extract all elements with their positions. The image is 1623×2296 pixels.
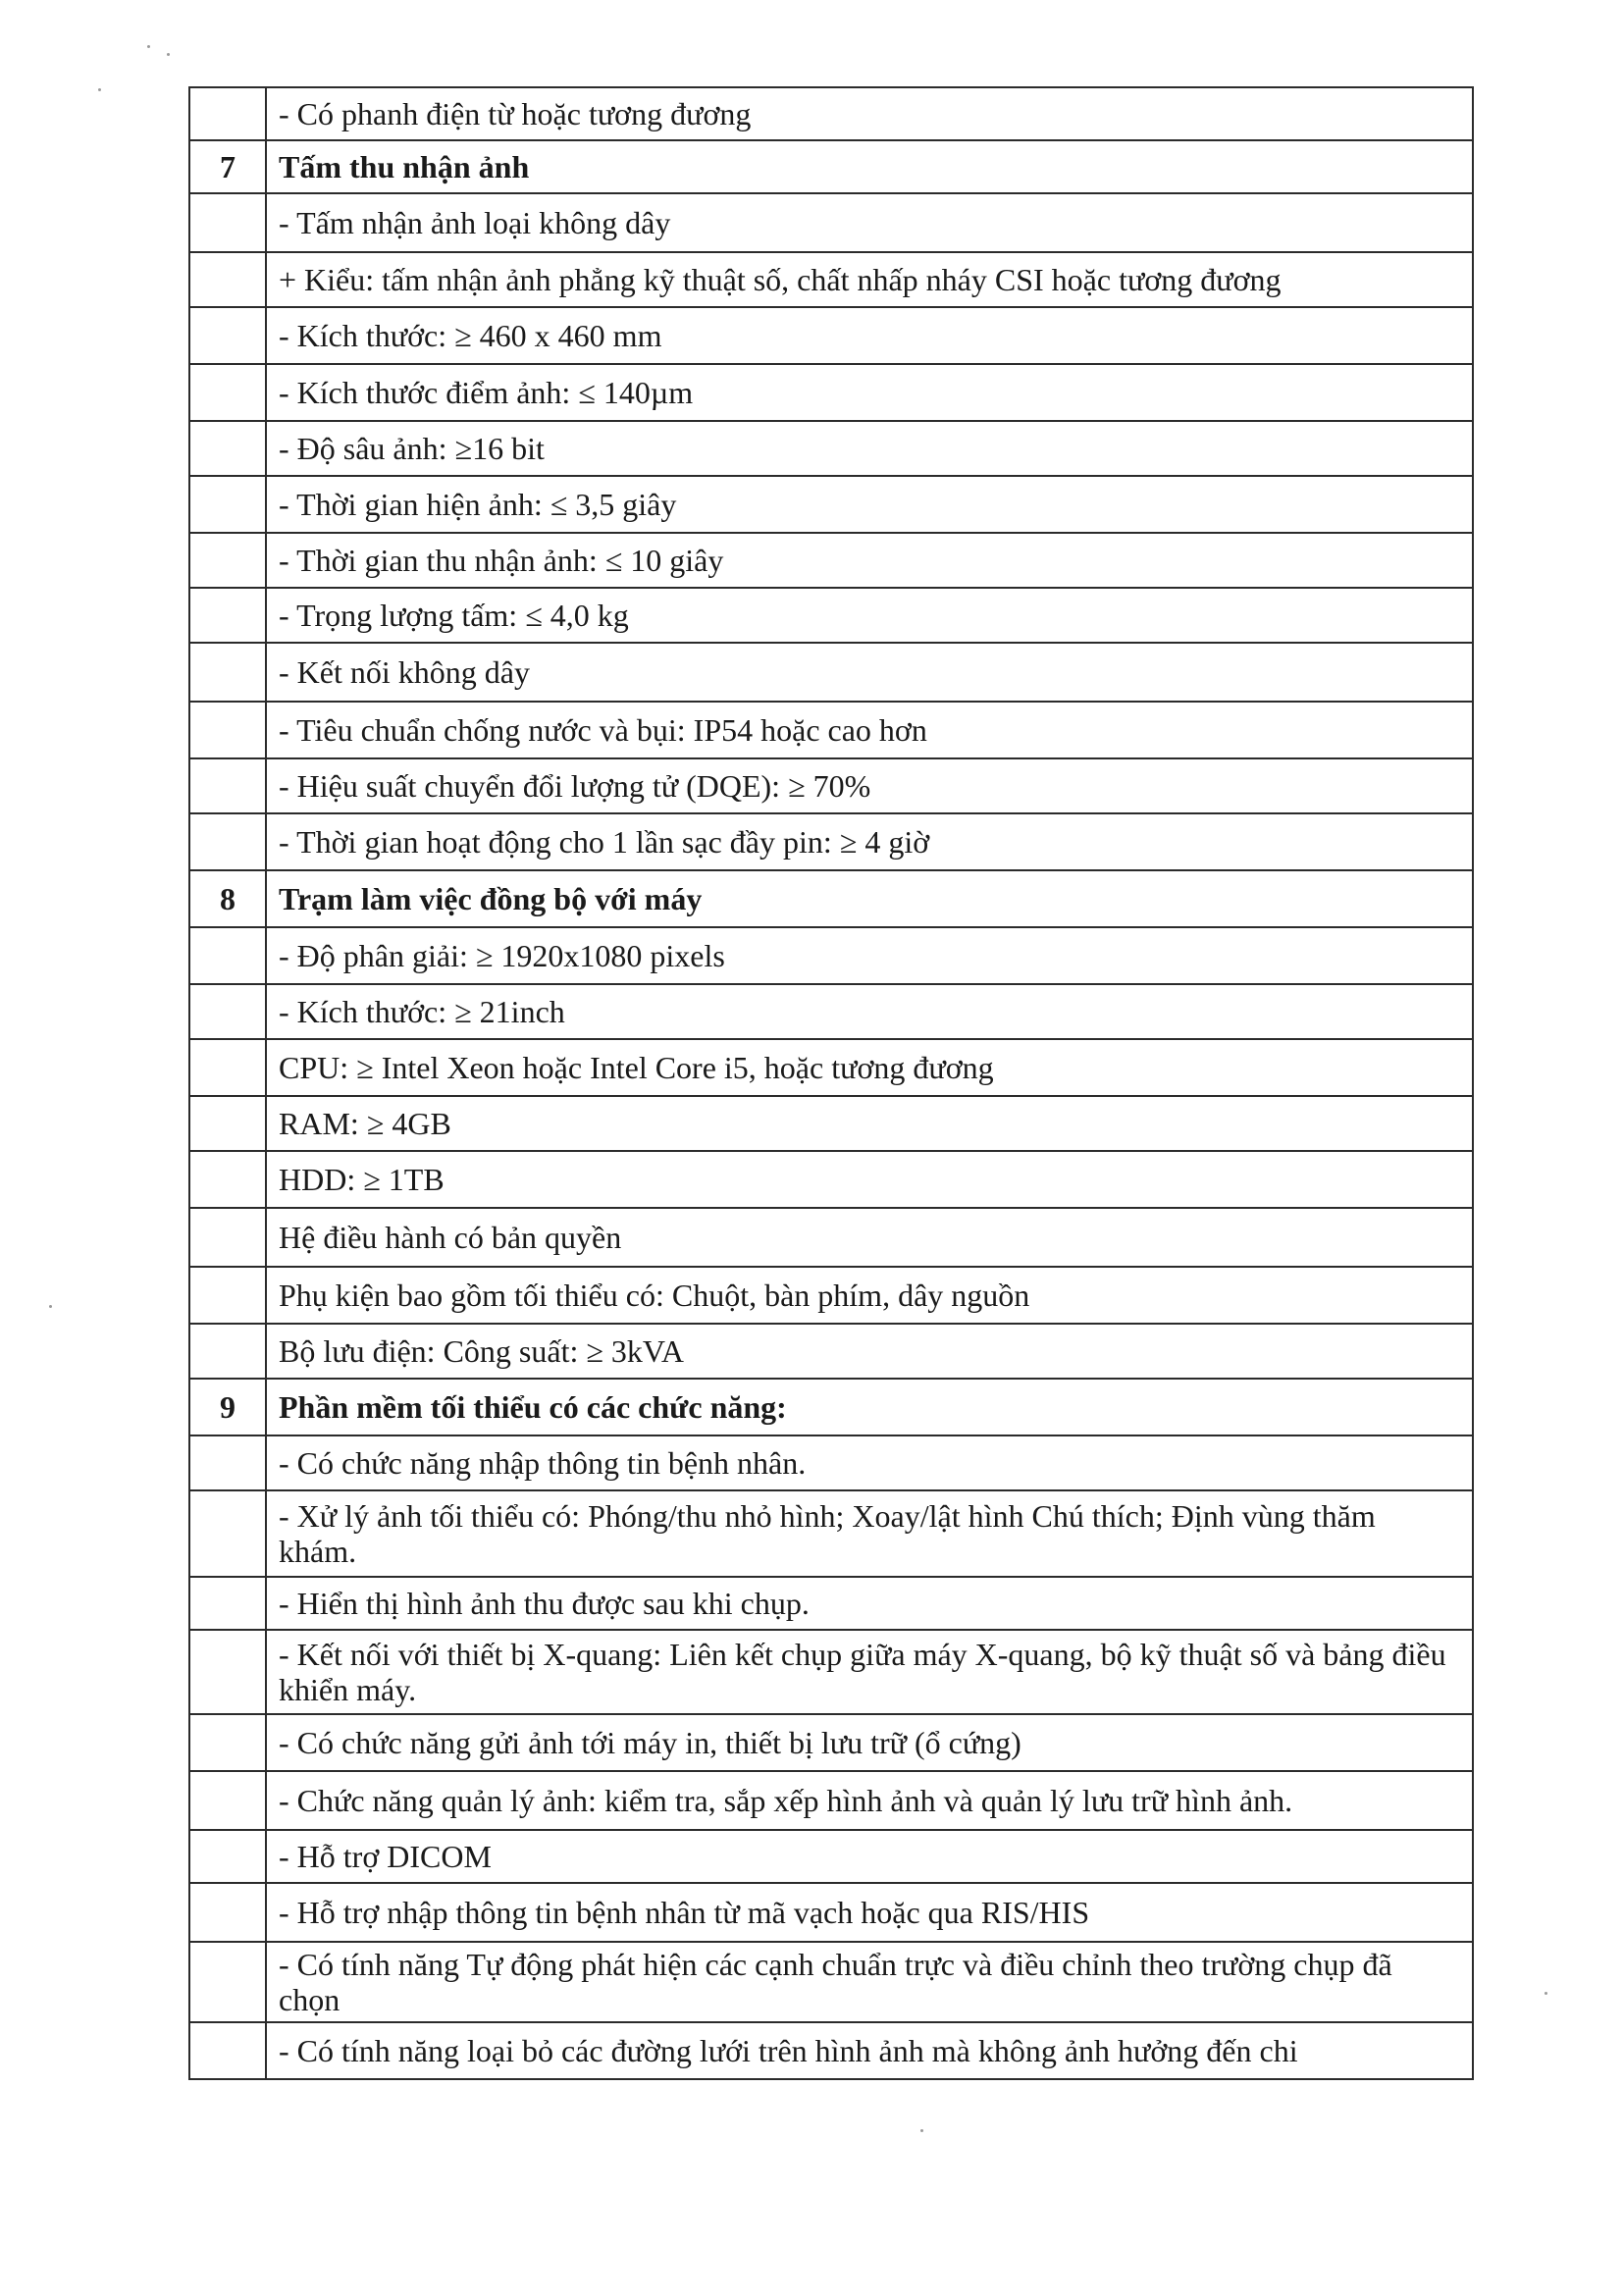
spec-item: HDD: ≥ 1TB [266, 1151, 1473, 1208]
table-row [189, 364, 1473, 421]
row-number [189, 1324, 266, 1379]
spec-item: - Có chức năng gửi ảnh tới máy in, thiết bị lưu trữ (ổ cứng) [266, 1714, 1473, 1771]
row-number [189, 1830, 266, 1883]
row-number [189, 1208, 266, 1267]
table-row [189, 533, 1473, 588]
scan-speck [1544, 1992, 1547, 1995]
row-number [189, 758, 266, 813]
table-row [189, 307, 1473, 364]
table-row [189, 1883, 1473, 1942]
spec-item: - Có chức năng nhập thông tin bệnh nhân. [266, 1435, 1473, 1490]
table-row [189, 252, 1473, 307]
row-number [189, 252, 266, 307]
spec-item: - Kích thước điểm ảnh: ≤ 140µm [266, 364, 1473, 421]
table-row [189, 476, 1473, 533]
spec-item: RAM: ≥ 4GB [266, 1096, 1473, 1151]
table-row [189, 87, 1473, 140]
spec-item: - Thời gian thu nhận ảnh: ≤ 10 giây [266, 533, 1473, 588]
spec-item: - Hỗ trợ nhập thông tin bệnh nhân từ mã vạch hoặc qua RIS/HIS [266, 1883, 1473, 1942]
row-number [189, 1267, 266, 1324]
spec-table-body [189, 87, 1473, 2079]
table-row [189, 1714, 1473, 1771]
table-row [189, 1771, 1473, 1830]
spec-item: - Hiển thị hình ảnh thu được sau khi chụp. [266, 1577, 1473, 1630]
spec-item: - Tiêu chuẩn chống nước và bụi: IP54 hoặc cao hơn [266, 702, 1473, 758]
row-number [189, 1771, 266, 1830]
table-row [189, 193, 1473, 252]
spec-item: - Thời gian hiện ảnh: ≤ 3,5 giây [266, 476, 1473, 533]
scan-speck [920, 2129, 923, 2132]
scan-speck [167, 53, 170, 56]
spec-table [188, 86, 1474, 2080]
scan-speck [147, 45, 150, 48]
row-number [189, 643, 266, 702]
spec-item: - Kết nối với thiết bị X-quang: Liên kết chụp giữa máy X-quang, bộ kỹ thuật số và bảng điều khiển máy. [266, 1630, 1473, 1714]
table-row [189, 758, 1473, 813]
row-number [189, 87, 266, 140]
row-number [189, 307, 266, 364]
spec-item: Hệ điều hành có bản quyền [266, 1208, 1473, 1267]
row-number [189, 1577, 266, 1630]
table-row [189, 813, 1473, 870]
scan-speck [98, 88, 101, 91]
spec-item: - Có tính năng Tự động phát hiện các cạnh chuẩn trực và điều chỉnh theo trường chụp đã chọn [266, 1942, 1473, 2022]
section-heading: Phần mềm tối thiểu có các chức năng: [266, 1379, 1473, 1435]
table-row [189, 1830, 1473, 1883]
table-row [189, 1208, 1473, 1267]
spec-item: CPU: ≥ Intel Xeon hoặc Intel Core i5, hoặc tương đương [266, 1039, 1473, 1096]
row-number: 9 [189, 1379, 266, 1435]
row-number [189, 1630, 266, 1714]
table-row [189, 1379, 1473, 1435]
row-number: 7 [189, 140, 266, 193]
table-row [189, 870, 1473, 927]
row-number [189, 1151, 266, 1208]
row-number: 8 [189, 870, 266, 927]
row-number [189, 2022, 266, 2079]
table-row [189, 643, 1473, 702]
section-heading: Tấm thu nhận ảnh [266, 140, 1473, 193]
table-row [189, 2022, 1473, 2079]
row-number [189, 1883, 266, 1942]
row-number [189, 364, 266, 421]
table-row [189, 1490, 1473, 1577]
row-number [189, 1096, 266, 1151]
spec-item: - Kích thước: ≥ 460 x 460 mm [266, 307, 1473, 364]
table-row [189, 1039, 1473, 1096]
table-row [189, 702, 1473, 758]
table-row [189, 927, 1473, 984]
row-number [189, 1942, 266, 2022]
row-number [189, 1039, 266, 1096]
row-number [189, 984, 266, 1039]
table-row [189, 1435, 1473, 1490]
row-number [189, 533, 266, 588]
row-number [189, 588, 266, 643]
scan-speck [49, 1305, 52, 1308]
spec-item: - Xử lý ảnh tối thiểu có: Phóng/thu nhỏ hình; Xoay/lật hình Chú thích; Định vùng thăm khám. [266, 1490, 1473, 1577]
spec-item: - Độ sâu ảnh: ≥16 bit [266, 421, 1473, 476]
row-number [189, 193, 266, 252]
spec-item: - Hiệu suất chuyển đổi lượng tử (DQE): ≥ 70% [266, 758, 1473, 813]
table-row [189, 1096, 1473, 1151]
table-row [189, 1267, 1473, 1324]
spec-item: - Hỗ trợ DICOM [266, 1830, 1473, 1883]
table-row [189, 984, 1473, 1039]
row-number [189, 476, 266, 533]
spec-item: - Tấm nhận ảnh loại không dây [266, 193, 1473, 252]
row-number [189, 421, 266, 476]
spec-item: - Có tính năng loại bỏ các đường lưới trên hình ảnh mà không ảnh hưởng đến chi [266, 2022, 1473, 2079]
table-row [189, 140, 1473, 193]
table-row [189, 1630, 1473, 1714]
table-row [189, 588, 1473, 643]
table-row [189, 1942, 1473, 2022]
row-number [189, 1490, 266, 1577]
row-number [189, 702, 266, 758]
section-heading: Trạm làm việc đồng bộ với máy [266, 870, 1473, 927]
spec-item: Bộ lưu điện: Công suất: ≥ 3kVA [266, 1324, 1473, 1379]
spec-item: - Kết nối không dây [266, 643, 1473, 702]
spec-item: - Có phanh điện từ hoặc tương đương [266, 87, 1473, 140]
spec-item: - Độ phân giải: ≥ 1920x1080 pixels [266, 927, 1473, 984]
spec-item: - Trọng lượng tấm: ≤ 4,0 kg [266, 588, 1473, 643]
row-number [189, 1714, 266, 1771]
table-row [189, 1151, 1473, 1208]
row-number [189, 1435, 266, 1490]
spec-item: - Chức năng quản lý ảnh: kiểm tra, sắp xếp hình ảnh và quản lý lưu trữ hình ảnh. [266, 1771, 1473, 1830]
table-row [189, 1324, 1473, 1379]
spec-item: + Kiểu: tấm nhận ảnh phẳng kỹ thuật số, chất nhấp nháy CSI hoặc tương đương [266, 252, 1473, 307]
row-number [189, 927, 266, 984]
row-number [189, 813, 266, 870]
spec-item: - Kích thước: ≥ 21inch [266, 984, 1473, 1039]
spec-item: Phụ kiện bao gồm tối thiểu có: Chuột, bàn phím, dây nguồn [266, 1267, 1473, 1324]
table-row [189, 421, 1473, 476]
table-row [189, 1577, 1473, 1630]
spec-item: - Thời gian hoạt động cho 1 lần sạc đầy pin: ≥ 4 giờ [266, 813, 1473, 870]
